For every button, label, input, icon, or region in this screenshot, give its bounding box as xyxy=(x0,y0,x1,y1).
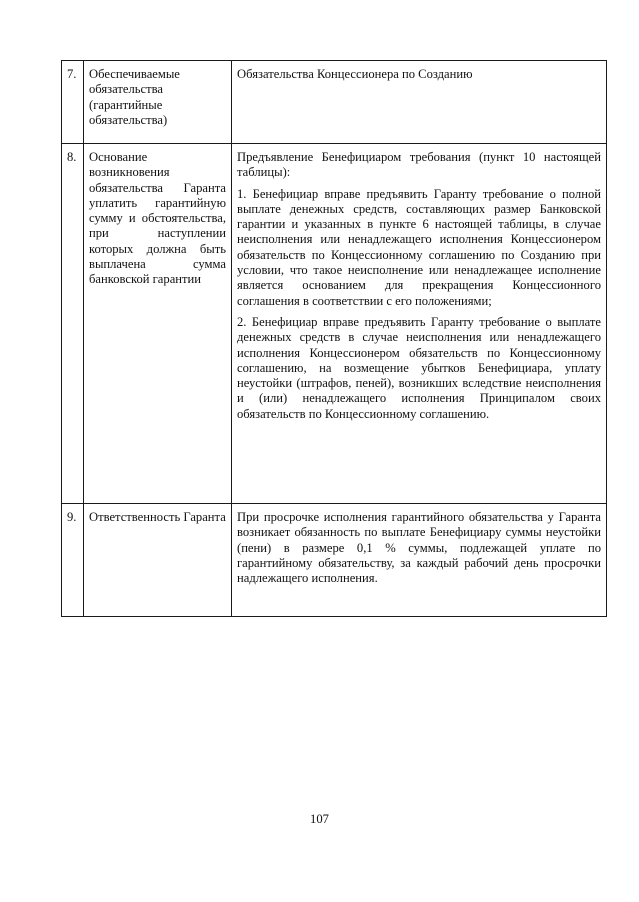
row-content xyxy=(232,144,607,504)
row-number: 9. xyxy=(62,504,84,617)
row-number: 7. xyxy=(62,61,84,144)
row-content xyxy=(232,504,607,617)
row-title: Обеспечиваемые обязательства (гарантийные обязательства) xyxy=(84,61,232,144)
table-row xyxy=(62,61,607,144)
row-title: Ответственность Гаранта xyxy=(84,504,232,617)
page-number: 107 xyxy=(310,812,329,826)
row-number: 8. xyxy=(62,144,84,504)
row-paragraph: Обязательства Концессионера по Созданию xyxy=(237,67,473,81)
row-paragraph: 1. Бенефициар вправе предъявить Гаранту требование о полной выплате денежных средств, составляющих размер Банковской гарантии и указанных в пункте 6 настоящей таблицы, в случае неисполнения или ненадлежащего исполнения Концессионером обязательств по Концессионному соглашению по Созданию при условии, что такое неисполнение или ненадлежащее исполнение является основанием для прекращения Концессионного соглашения в соответствии с его положениями; xyxy=(237,186,601,308)
table-row xyxy=(62,504,607,617)
table-row xyxy=(62,144,607,504)
guarantee-terms-table xyxy=(61,60,607,617)
row-paragraph: При просрочке исполнения гарантийного обязательства у Гаранта возникает обязанность по выплате Бенефициару суммы неустойки (пени) в размере 0,1 % суммы, подлежащей уплате по гарантийному обязательству, за каждый рабочий день просрочки надлежащего исполнения. xyxy=(237,510,601,586)
row-title: Основание возникновения обязательства Гаранта уплатить гарантийную сумму и обстоятельства, при наступлении которых должна быть выплачена сумма банковской гарантии xyxy=(84,144,232,504)
row-paragraph: Предъявление Бенефициаром требования (пункт 10 настоящей таблицы): xyxy=(237,150,601,180)
row-content xyxy=(232,61,607,144)
row-paragraph: 2. Бенефициар вправе предъявить Гаранту требование о выплате денежных средств в случае неисполнения или ненадлежащего исполнения Концессионером обязательств по Концессионному соглашению, на возмещение убытков Бенефициара, уплату неустойки (штрафов, пеней), возникших вследствие неисполнения и (или) ненадлежащего исполнения Принципалом своих обязательств по Концессионному соглашению. xyxy=(237,314,601,421)
